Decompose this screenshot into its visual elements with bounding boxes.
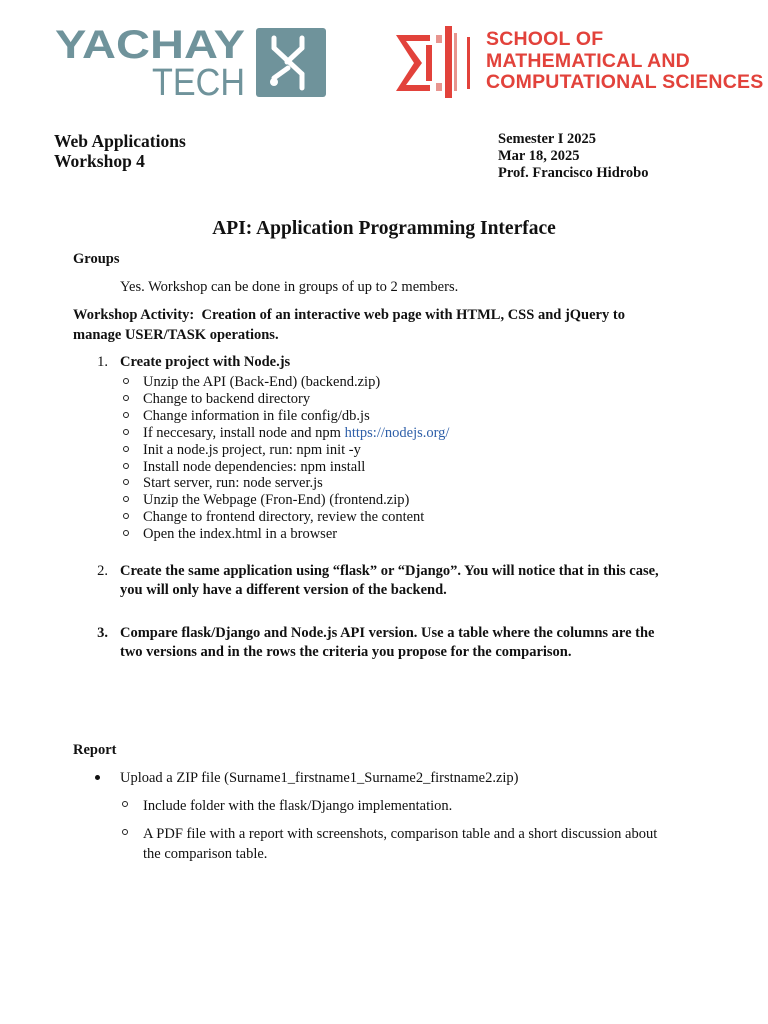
activity-text-line-2: manage USER/TASK operations. [73,327,279,343]
step-3-line-2: two versions and in the rows the criteria you propose for the comparison. [120,644,572,660]
activity-label: Workshop Activity: [73,307,195,323]
step-2-number: 2. [97,563,108,579]
activity-text-line-1: Creation of an interactive web page with HTML, CSS and jQuery to [201,307,625,323]
substep-item: Install node dependencies: npm install [120,459,449,476]
course-name: Web Applications [54,131,186,151]
date: Mar 18, 2025 [498,148,580,164]
circle-bullet-icon [122,829,128,835]
school-name-line-1: SCHOOL OF [486,28,604,50]
circle-bullet-icon [122,801,128,807]
report-item-1: Include folder with the flask/Django implementation. [143,798,453,814]
step-3-line-1: Compare flask/Django and Node.js API version. Use a table where the columns are the [120,625,655,641]
substep-item: Unzip the API (Back-End) (backend.zip) [120,374,449,391]
step-2-line-2: you will only have a different version of the backend. [120,582,447,598]
school-name-line-2: MATHEMATICAL AND [486,49,690,72]
professor: Prof. Francisco Hidrobo [498,165,649,181]
substep-item: Init a node.js project, run: npm init -y [120,442,449,459]
step-2-line-1: Create the same application using “flask” or “Django”. You will notice that in this case, [120,563,659,579]
bullet-icon [95,775,100,780]
step-1-number: 1. [97,354,108,370]
course-info [54,131,186,171]
step-3-number: 3. [97,625,108,641]
report-item-2-line-1: A PDF file with a report with screenshots, comparison table and a short discussion about [143,826,658,842]
step-1-title: Create project with Node.js [120,354,291,370]
substep-item-install [120,425,449,442]
substep-item: Change information in file config/db.js [120,408,449,425]
groups-heading: Groups [73,251,120,267]
groups-text: Yes. Workshop can be done in groups of up to 2 members. [120,279,459,295]
document-title: API: Application Programming Interface [212,218,556,239]
report-heading: Report [73,742,117,758]
step-1-substeps [120,374,449,543]
school-emblem [394,25,474,101]
substep-item: Change to frontend directory, review the content [120,509,449,526]
report-upload: Upload a ZIP file (Surname1_firstname1_Surname2_firstname2.zip) [120,770,519,786]
school-name-line-3: COMPUTATIONAL SCIENCES [486,71,764,93]
workshop-number: Workshop 4 [54,151,145,171]
substep-item: Unzip the Webpage (Fron-End) (frontend.zip) [120,492,449,509]
nodejs-link[interactable]: https://nodejs.org/ [344,424,450,441]
yachay-tech-logo [55,26,330,100]
substep-item: Start server, run: node server.js [120,475,449,492]
yachay-wordmark: YACHAY [55,26,246,67]
report-item-2-line-2: the comparison table. [143,846,268,862]
tech-wordmark: TECH [152,62,245,100]
semester-info [498,131,649,182]
substep-item: Open the index.html in a browser [120,526,449,543]
activity-description [73,306,625,326]
substep-item: Change to backend directory [120,391,449,408]
school-name [486,29,763,94]
school-logo [394,25,764,101]
substep-install-text: If neccesary, install node and npm [143,424,345,441]
semester: Semester I 2025 [498,131,596,147]
